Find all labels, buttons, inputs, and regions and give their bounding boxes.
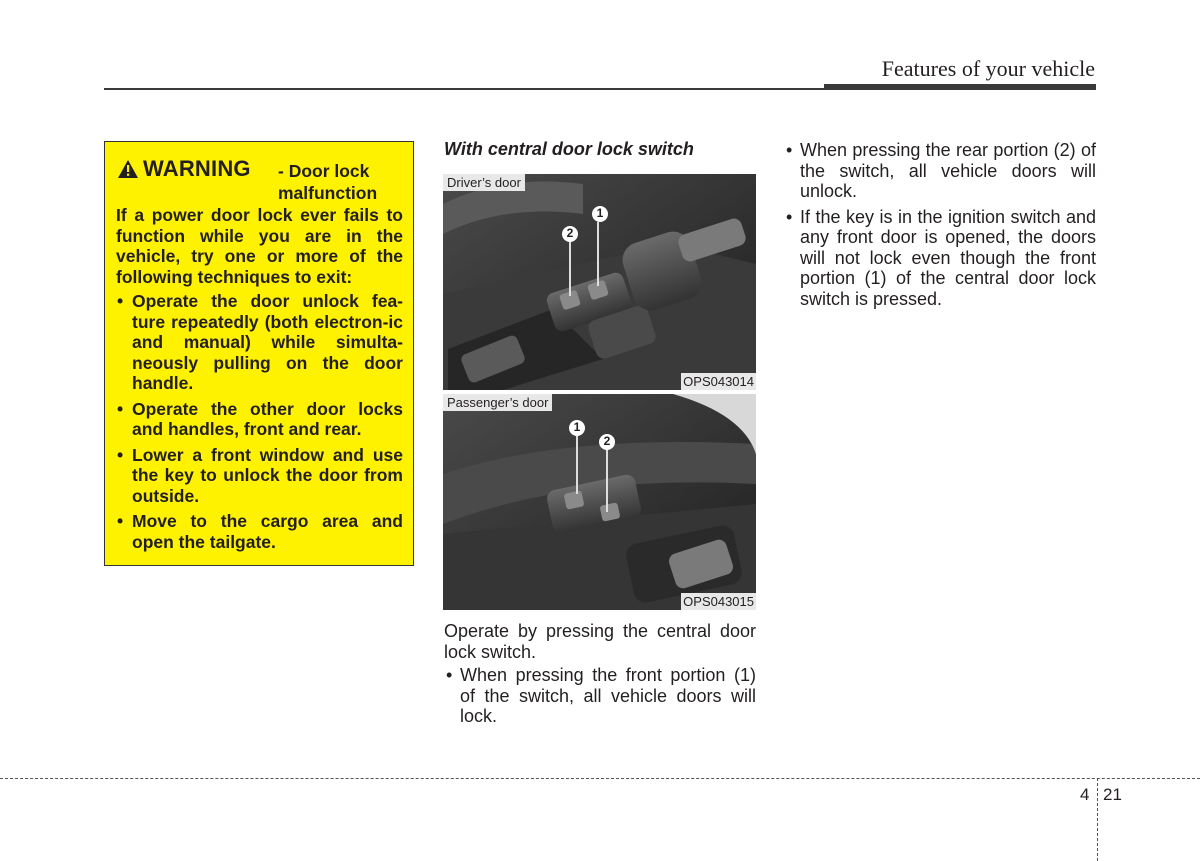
page-header-title: Features of your vehicle xyxy=(881,56,1095,81)
bullet-item: • When pressing the front portion (1) of the switch, all vehicle doors will lock. xyxy=(444,665,756,727)
passenger-door-switch-illustration xyxy=(443,394,756,610)
warning-header xyxy=(116,156,403,202)
left-bullet-list xyxy=(444,665,756,732)
callout-2: 2 xyxy=(603,434,611,448)
warning-item: • Operate the other door locks and handles, front and rear. xyxy=(116,399,403,440)
callout-1: 1 xyxy=(596,206,604,220)
page-number: 21 xyxy=(1103,785,1122,804)
warning-box xyxy=(104,141,414,566)
driver-door-photo xyxy=(443,174,756,390)
warning-item: • Move to the cargo area and open the tailgate. xyxy=(116,511,403,552)
callout-1: 1 xyxy=(573,420,581,434)
photo-code: OPS043015 xyxy=(683,594,754,609)
warning-item: • Lower a front window and use the key to unlock the door from outside. xyxy=(116,445,403,507)
photo-label: Driver’s door xyxy=(443,174,525,191)
warning-list xyxy=(116,291,403,552)
callout-2: 2 xyxy=(566,226,574,240)
footer-divider xyxy=(1097,778,1098,861)
warning-word: WARNING xyxy=(143,156,251,181)
warning-triangle-icon xyxy=(117,159,139,179)
photo-label: Passenger’s door xyxy=(443,394,552,411)
header-rule-accent xyxy=(824,84,1096,90)
footer-rule xyxy=(0,778,1200,779)
bullet-item: • When pressing the rear portion (2) of the switch, all vehicle doors will unlock. xyxy=(784,140,1096,202)
section-heading: With central door lock switch xyxy=(444,139,694,159)
photo-code: OPS043014 xyxy=(683,374,754,389)
warning-subject: - Door lock malfunction xyxy=(278,161,378,203)
warning-intro: If a power door lock ever fails to function while you are in the vehicle, try one or more of the following techniques to exit: xyxy=(116,205,403,287)
intro-paragraph: Operate by pressing the central door lock switch. xyxy=(444,621,756,662)
bullet-item: • If the key is in the ignition switch and any front door is opened, the doors will not lock even though the front portion (1) of the central door lock switch is pressed. xyxy=(784,207,1096,310)
warning-item: • Operate the door unlock fea-ture repeatedly (both electron-ic and manual) while simulta-neously pulling on the door handle. xyxy=(116,291,403,394)
right-bullet-list xyxy=(784,140,1096,314)
passenger-door-photo xyxy=(443,394,756,610)
chapter-number: 4 xyxy=(1080,785,1090,804)
